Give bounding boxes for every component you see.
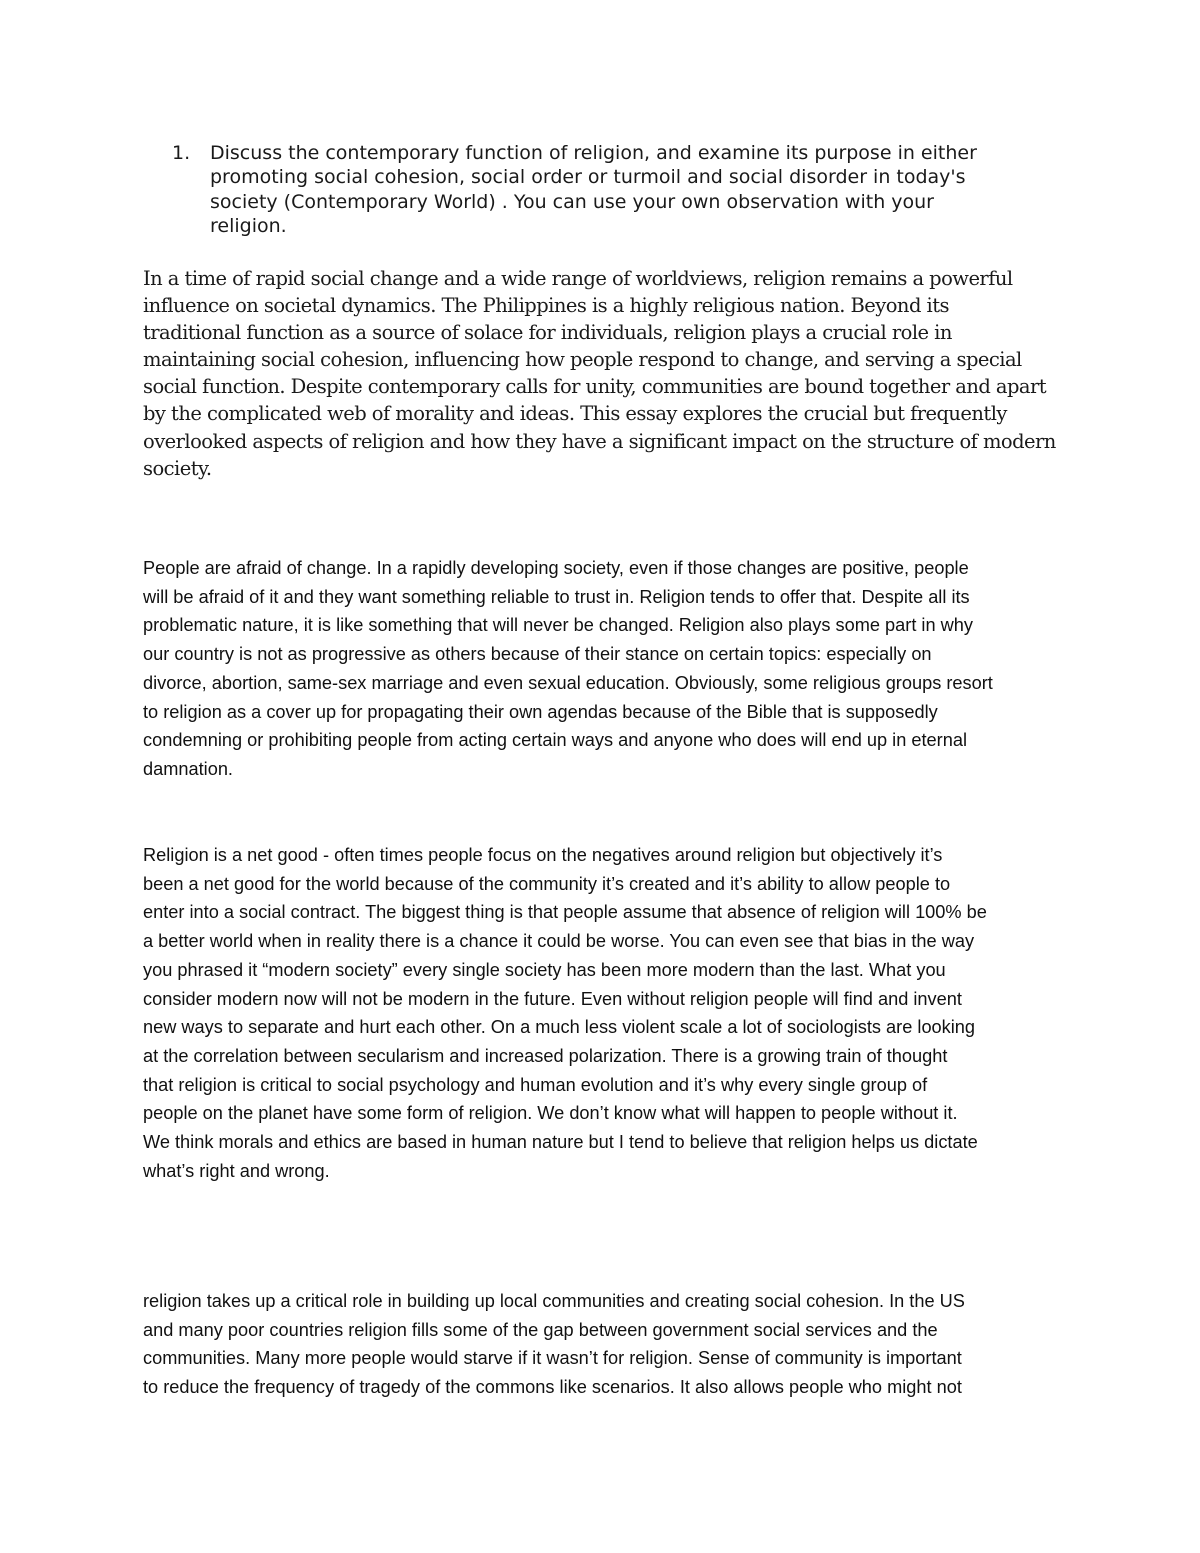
question-text: Discuss the contemporary function of religion, and examine its purpose in either promoting social cohesion, social order or turmoil and social disorder in today's society (Contemporary World) . You can use your own observation with your religion. [210,142,977,237]
response-paragraph-net-good: Religion is a net good - often times people focus on the negatives around religion but objectively it’s been a net good for the world because of the community it’s created and it’s ability to allow people to enter into a social contract. The biggest thing is that people assume that absence of religion will 100% be a better world when in reality there is a chance it could be worse. You can even see that bias in the way you phrased it “modern society” every single society has been more modern than the last. What you consider modern now will not be modern in the future. Even without religion people will find and invent new ways to separate and hurt each other. On a much less violent scale a lot of sociologists are looking at the correlation between secularism and increased polarization. There is a growing train of thought that religion is critical to social psychology and human evolution and it’s why every single group of people on the planet have some form of religion. We don’t know what will happen to people without it. We think morals and ethics are based in human nature but I tend to believe that religion helps us dictate what’s right and wrong. [143,845,987,1181]
question-number: 1. [172,142,191,164]
response-paragraph-community: religion takes up a critical role in building up local communities and creating social cohesion. In the US and many poor countries religion fills some of the gap between government social services and the communities. Many more people would starve if it wasn’t for religion. Sense of community is important to reduce the frequency of tragedy of the commons like scenarios. It also allows people who might not [143,1291,965,1398]
intro-paragraph: In a time of rapid social change and a wide range of worldviews, religion remains a powerful influence on societal dynamics. The Philippines is a highly religious nation. Beyond its traditional function as a source of solace for individuals, religion plays a crucial role in maintaining social cohesion, influencing how people respond to change, and serving a special social function. Despite contemporary calls for unity, communities are bound together and apart by the complicated web of morality and ideas. This essay explores the crucial but frequently overlooked aspects of religion and how they have a significant impact on the structure of modern society. [143,267,1056,480]
question-item [172,141,1052,238]
response-paragraph-fear-of-change: People are afraid of change. In a rapidly developing society, even if those changes are positive, people will be afraid of it and they want something reliable to trust in. Religion tends to offer that. Despite all its problematic nature, it is like something that will never be changed. Religion also plays some part in why our country is not as progressive as others because of their stance on certain topics: especially on divorce, abortion, same-sex marriage and even sexual education. Obviously, some religious groups resort to religion as a cover up for propagating their own agendas because of the Bible that is supposedly condemning or prohibiting people from acting certain ways and anyone who does will end up in eternal damnation. [143,558,993,779]
